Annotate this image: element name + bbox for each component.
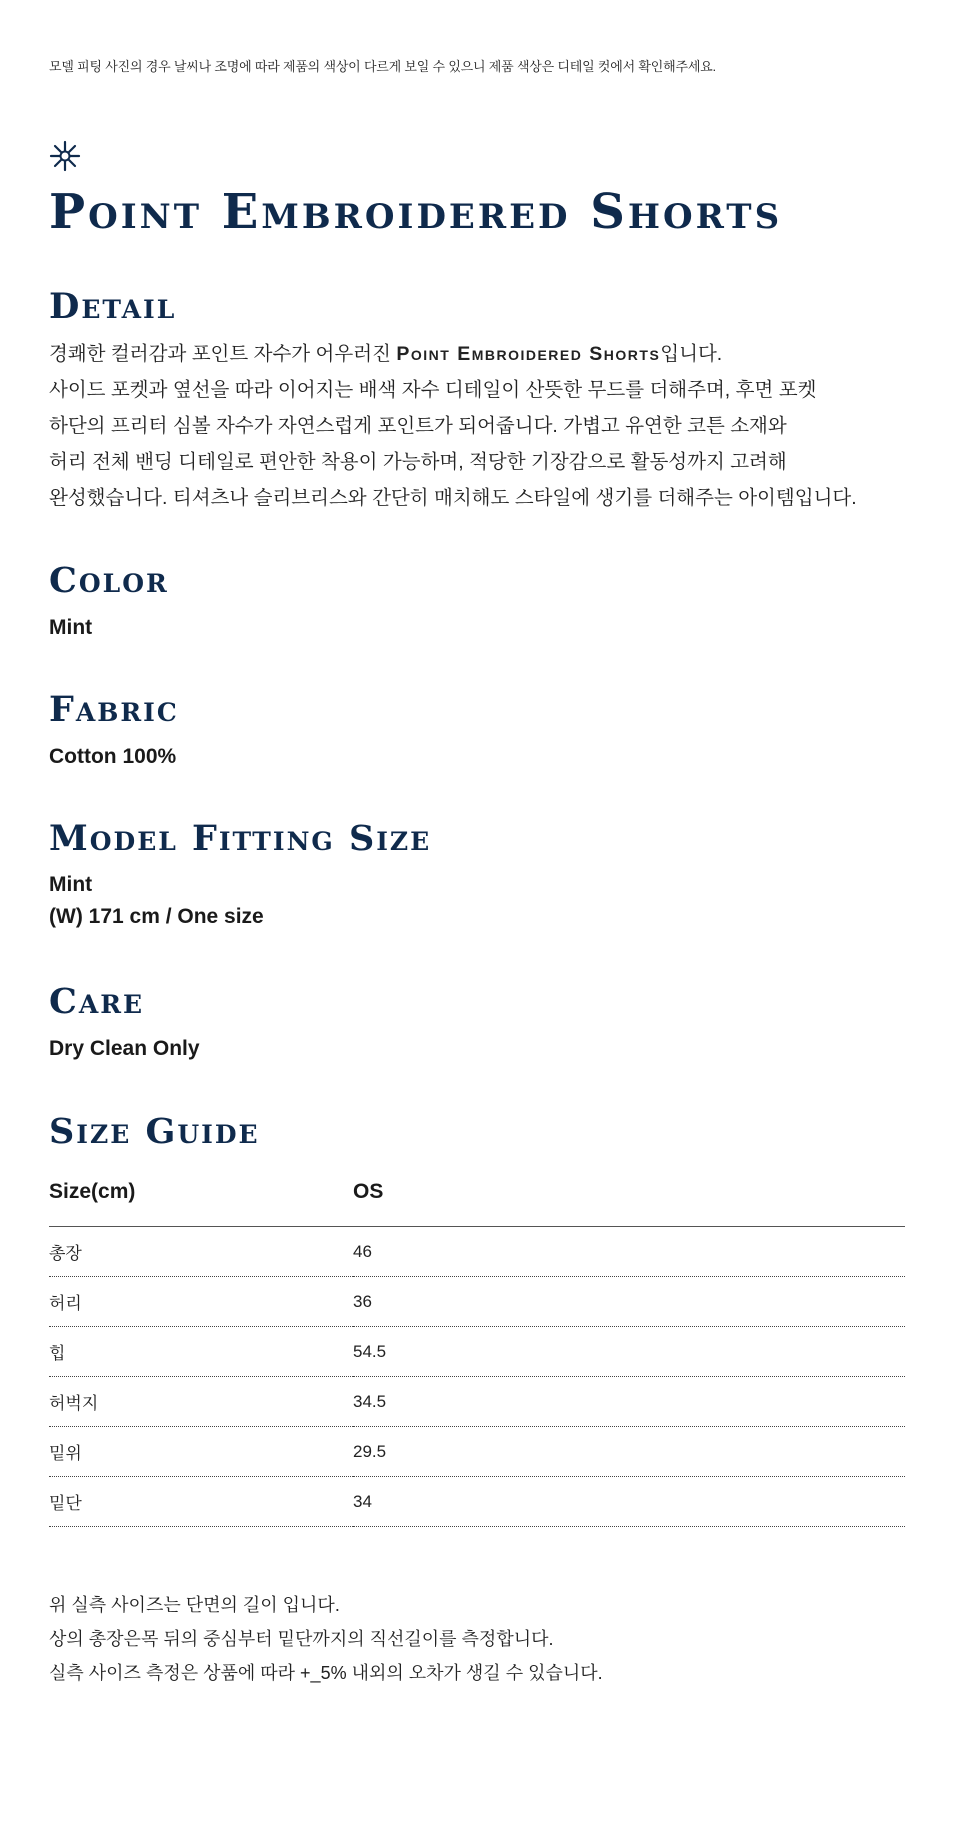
table-row: [49, 1227, 905, 1277]
color-heading: Color: [49, 560, 169, 601]
size-column-header: Size(cm): [49, 1180, 353, 1227]
footnote-line: 위 실측 사이즈는 단면의 길이 입니다.: [49, 1595, 340, 1615]
asterisk-star-icon: [49, 140, 81, 172]
detail-heading: Detail: [49, 286, 177, 327]
detail-line-1-suffix: 입니다.: [660, 343, 723, 365]
size-guide-heading: Size Guide: [49, 1111, 260, 1152]
detail-line-2: 사이드 포켓과 옆선을 따라 이어지는 배색 자수 디테일이 산뜻한 무드를 더해주며, 후면 포켓: [49, 379, 817, 401]
measure-label: 허리: [49, 1277, 353, 1327]
detail-line-4: 허리 전체 밴딩 디테일로 편안한 착용이 가능하며, 적당한 기장감으로 활동성까지 고려해: [49, 451, 787, 473]
size-guide-table: [49, 1180, 905, 1527]
measure-value: 36: [353, 1277, 905, 1327]
measure-label: 총장: [49, 1227, 353, 1277]
measure-value: 54.5: [353, 1327, 905, 1377]
model-fitting-heading: Model Fitting Size: [49, 818, 432, 859]
footnote-line: 실측 사이즈 측정은 상품에 따라 +_5% 내외의 오차가 생길 수 있습니다.: [49, 1663, 603, 1683]
size-table-header: [49, 1180, 905, 1227]
care-heading: Care: [49, 981, 145, 1022]
detail-product-name: Point Embroidered Shorts: [396, 343, 661, 365]
detail-line-5: 완성했습니다. 티셔츠나 슬리브리스와 간단히 매치해도 스타일에 생기를 더해주는 아이템입니다.: [49, 487, 857, 509]
measure-value: 34.5: [353, 1377, 905, 1427]
care-value: Dry Clean Only: [49, 1037, 200, 1060]
measure-label: 힙: [49, 1327, 353, 1377]
model-fitting-size: (W) 171 cm / One size: [49, 905, 264, 928]
measure-label: 밑위: [49, 1427, 353, 1477]
detail-line-3: 하단의 프리터 심볼 자수가 자연스럽게 포인트가 되어줍니다. 가볍고 유연한 코튼 소재와: [49, 415, 787, 437]
table-row: [49, 1277, 905, 1327]
fabric-heading: Fabric: [49, 689, 179, 730]
table-row: [49, 1427, 905, 1477]
footnote-line: 상의 총장은목 뒤의 중심부터 밑단까지의 직선길이를 측정합니다.: [49, 1629, 554, 1649]
color-value: Mint: [49, 616, 93, 639]
size-footnotes: [49, 1588, 603, 1690]
fabric-value: Cotton 100%: [49, 745, 177, 768]
os-column-header: OS: [353, 1180, 905, 1227]
measure-label: 밑단: [49, 1477, 353, 1527]
measure-value: 46: [353, 1227, 905, 1277]
detail-line-1: [49, 336, 857, 372]
color-notice: 모델 피팅 사진의 경우 날씨나 조명에 따라 제품의 색상이 다르게 보일 수 있으니 제품 색상은 디테일 컷에서 확인해주세요.: [49, 59, 716, 74]
measure-value: 29.5: [353, 1427, 905, 1477]
detail-line-1-prefix: 경쾌한 컬러감과 포인트 자수가 어우러진: [49, 343, 397, 365]
table-row: [49, 1327, 905, 1377]
model-fitting-color: Mint: [49, 873, 93, 896]
product-title: Point Embroidered Shorts: [49, 184, 783, 240]
table-row: [49, 1377, 905, 1427]
measure-label: 허벅지: [49, 1377, 353, 1427]
measure-value: 34: [353, 1477, 905, 1527]
detail-description: [49, 336, 857, 516]
table-row: [49, 1477, 905, 1527]
